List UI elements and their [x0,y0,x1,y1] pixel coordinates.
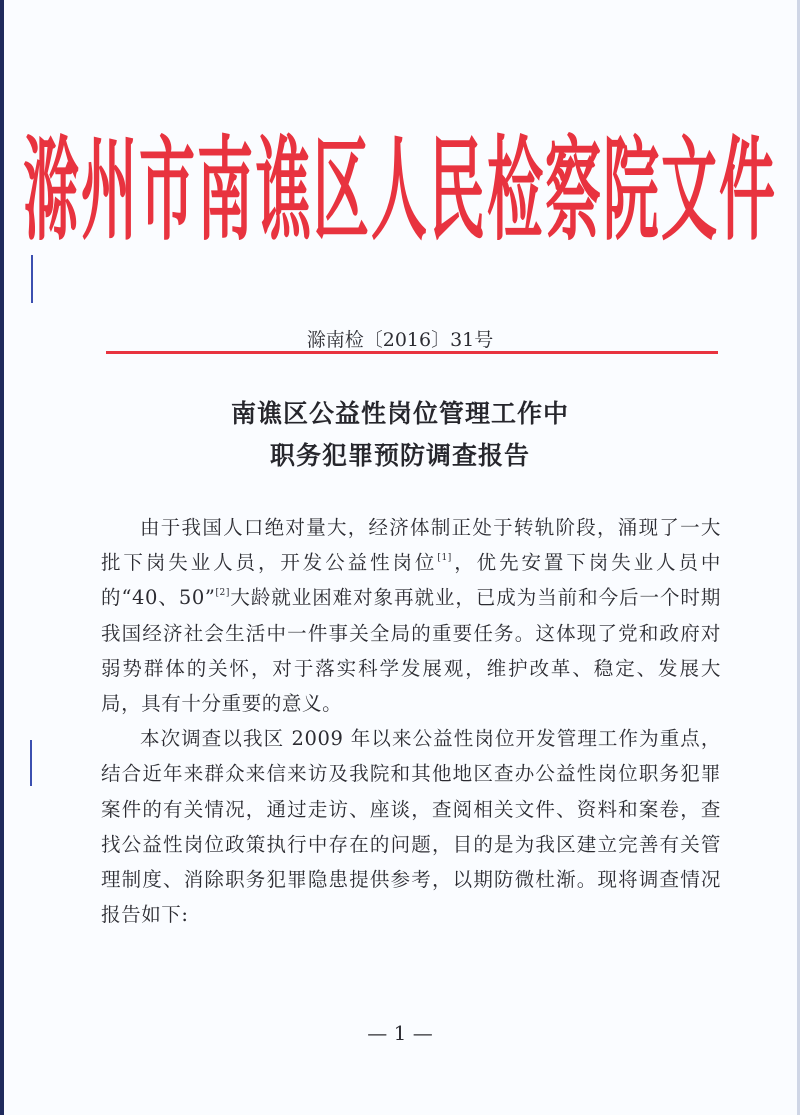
paragraph-2: 本次调查以我区 2009 年以来公益性岗位开发管理工作为重点，结合近年来群众来信来访及我院和其他地区查办公益性岗位职务犯罪案件的有关情况，通过走访、座谈，查阅相关文件、资料和案卷，查找公益性岗位政策执行中存在的问题，目的是为我区建立完善有关管理制度、消除职务犯罪隐患提供参考，以期防微杜渐。现将调查情况报告如下: [101,727,721,927]
issuing-authority-title: 滁州市南谯区人民检察院文件 [23,127,777,257]
header-red-rule [106,351,718,354]
footnote-ref-1[interactable]: [1] [437,553,452,564]
paragraph-1-text-b: ，优先安置下岗失业人员中的“40、50” [101,551,721,610]
page-number: — 1 — [367,1021,433,1045]
report-title [0,393,800,477]
footnote-ref-2[interactable]: [2] [215,588,230,599]
document-number: 滁南检〔2016〕31号 [306,329,494,351]
binding-mark-bottom [30,740,32,786]
paragraph-1-text-c: 大龄就业困难对象再就业，已成为当前和今后一个时期我国经济社会生活中一件事关全局的重要任务。这体现了党和政府对弱势群体的关怀，对于落实科学发展观，维护改革、稳定、发展大局，具有十分重要的意义。 [101,586,721,716]
paragraph-1-text-a: 由于我国人口绝对量大，经济体制正处于转轨阶段，涌现了一大批下岗失业人员，开发公益性岗位 [101,516,721,575]
paragraph-1 [101,510,721,721]
report-title-line-2: 职务犯罪预防调查报告 [269,441,530,470]
document-header [0,118,800,268]
report-title-line-1: 南谯区公益性岗位管理工作中 [230,399,569,428]
report-body [101,510,721,932]
